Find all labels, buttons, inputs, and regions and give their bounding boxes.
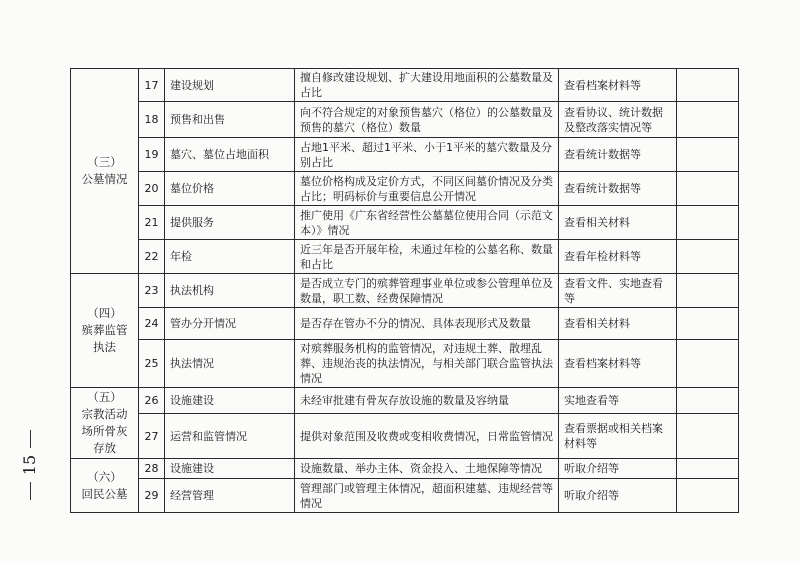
page-number: 15: [20, 454, 39, 476]
row-number: 17: [139, 69, 165, 102]
category-cell: [71, 388, 139, 459]
row-method: 查看年检材料等: [559, 240, 677, 274]
table-row: [71, 388, 739, 414]
row-item: 运营和监管情况: [165, 414, 295, 459]
row-method: 实地查看等: [559, 388, 677, 414]
row-extra: [677, 240, 739, 274]
row-item: 执法机构: [165, 274, 295, 308]
row-extra: [677, 459, 739, 479]
table-row: [71, 102, 739, 138]
row-extra: [677, 274, 739, 308]
row-content: 占地1平米、超过1平米、小于1平米的墓穴数量及分别占比: [295, 138, 559, 172]
category-number: （六）: [87, 469, 122, 484]
row-content: 近三年是否开展年检，未通过年检的公墓名称、数量和占比: [295, 240, 559, 274]
row-item: 预售和出售: [165, 102, 295, 138]
row-item: 年检: [165, 240, 295, 274]
row-method: 查看统计数据等: [559, 172, 677, 206]
category-cell: [71, 274, 139, 388]
row-method: 查看相关材料: [559, 308, 677, 340]
inspection-table: [70, 68, 739, 513]
row-method: 查看相关材料: [559, 206, 677, 240]
row-item: 建设规划: [165, 69, 295, 102]
row-extra: [677, 414, 739, 459]
row-item: 设施建设: [165, 459, 295, 479]
table-row: [71, 340, 739, 388]
category-cell: [71, 459, 139, 513]
row-content: 提供对象范围及收费或变相收费情况，日常监管情况: [295, 414, 559, 459]
page-number-rule-top: [30, 430, 31, 448]
row-number: 29: [139, 479, 165, 513]
row-method: 查看统计数据等: [559, 138, 677, 172]
row-item: 墓位价格: [165, 172, 295, 206]
row-extra: [677, 340, 739, 388]
row-content: 管理部门或管理主体情况，超面积建墓、违规经营等情况: [295, 479, 559, 513]
row-extra: [677, 308, 739, 340]
category-name: 殡葬监管执法: [81, 323, 128, 354]
row-item: 设施建设: [165, 388, 295, 414]
row-item: 管办分开情况: [165, 308, 295, 340]
table-row: [71, 459, 739, 479]
category-number: （三）: [87, 155, 122, 169]
table-row: [71, 69, 739, 102]
row-method: 听取介绍等: [559, 459, 677, 479]
category-cell: [71, 69, 139, 274]
row-content: 推广使用《广东省经营性公墓墓位使用合同（示范文本）》情况: [295, 206, 559, 240]
row-method: 查看档案材料等: [559, 69, 677, 102]
row-number: 21: [139, 206, 165, 240]
page-number-marker: [10, 430, 50, 500]
table-row: [71, 240, 739, 274]
row-extra: [677, 69, 739, 102]
row-content: 对殡葬服务机构的监管情况，对违规土葬、散埋乱葬、违规治丧的执法情况，与相关部门联合监管执法情况: [295, 340, 559, 388]
row-extra: [677, 479, 739, 513]
category-name: 回民公墓: [81, 486, 128, 501]
row-content: 未经审批建有骨灰存放设施的数量及容纳量: [295, 388, 559, 414]
row-extra: [677, 172, 739, 206]
row-item: 执法情况: [165, 340, 295, 388]
category-name: 公墓情况: [81, 172, 128, 186]
table-row: [71, 274, 739, 308]
row-method: 查看档案材料等: [559, 340, 677, 388]
row-content: 是否成立专门的殡葬管理事业单位或参公管理单位及数量，职工数、经费保障情况: [295, 274, 559, 308]
row-number: 24: [139, 308, 165, 340]
row-method: 听取介绍等: [559, 479, 677, 513]
table-row: [71, 308, 739, 340]
row-content: 是否存在管办不分的情况、具体表现形式及数量: [295, 308, 559, 340]
table-row: [71, 138, 739, 172]
row-method: 查看文件、实地查看等: [559, 274, 677, 308]
row-number: 22: [139, 240, 165, 274]
row-number: 28: [139, 459, 165, 479]
row-content: 擅自修改建设规划、扩大建设用地面积的公墓数量及占比: [295, 69, 559, 102]
row-method: 查看协议、统计数据及整改落实情况等: [559, 102, 677, 138]
row-number: 20: [139, 172, 165, 206]
row-number: 23: [139, 274, 165, 308]
row-number: 27: [139, 414, 165, 459]
row-content: 向不符合规定的对象预售墓穴（格位）的公墓数量及预售的墓穴（格位）数量: [295, 102, 559, 138]
category-name: 宗教活动场所骨灰存放: [81, 407, 128, 455]
row-number: 19: [139, 138, 165, 172]
row-number: 18: [139, 102, 165, 138]
table-row: [71, 206, 739, 240]
table-row: [71, 414, 739, 459]
row-extra: [677, 102, 739, 138]
row-item: 经营管理: [165, 479, 295, 513]
row-number: 25: [139, 340, 165, 388]
category-number: （四）: [87, 306, 122, 320]
row-method: 查看票据或相关档案材料等: [559, 414, 677, 459]
row-extra: [677, 206, 739, 240]
row-item: 墓穴、墓位占地面积: [165, 138, 295, 172]
page-number-rule-bottom: [30, 482, 31, 500]
row-number: 26: [139, 388, 165, 414]
table-row: [71, 172, 739, 206]
row-extra: [677, 138, 739, 172]
table-row: [71, 479, 739, 513]
row-content: 墓位价格构成及定价方式，不同区间墓价情况及分类占比；明码标价与重要信息公开情况: [295, 172, 559, 206]
category-number: （五）: [87, 390, 122, 404]
row-content: 设施数量、举办主体、资金投入、土地保障等情况: [295, 459, 559, 479]
row-item: 提供服务: [165, 206, 295, 240]
row-extra: [677, 388, 739, 414]
